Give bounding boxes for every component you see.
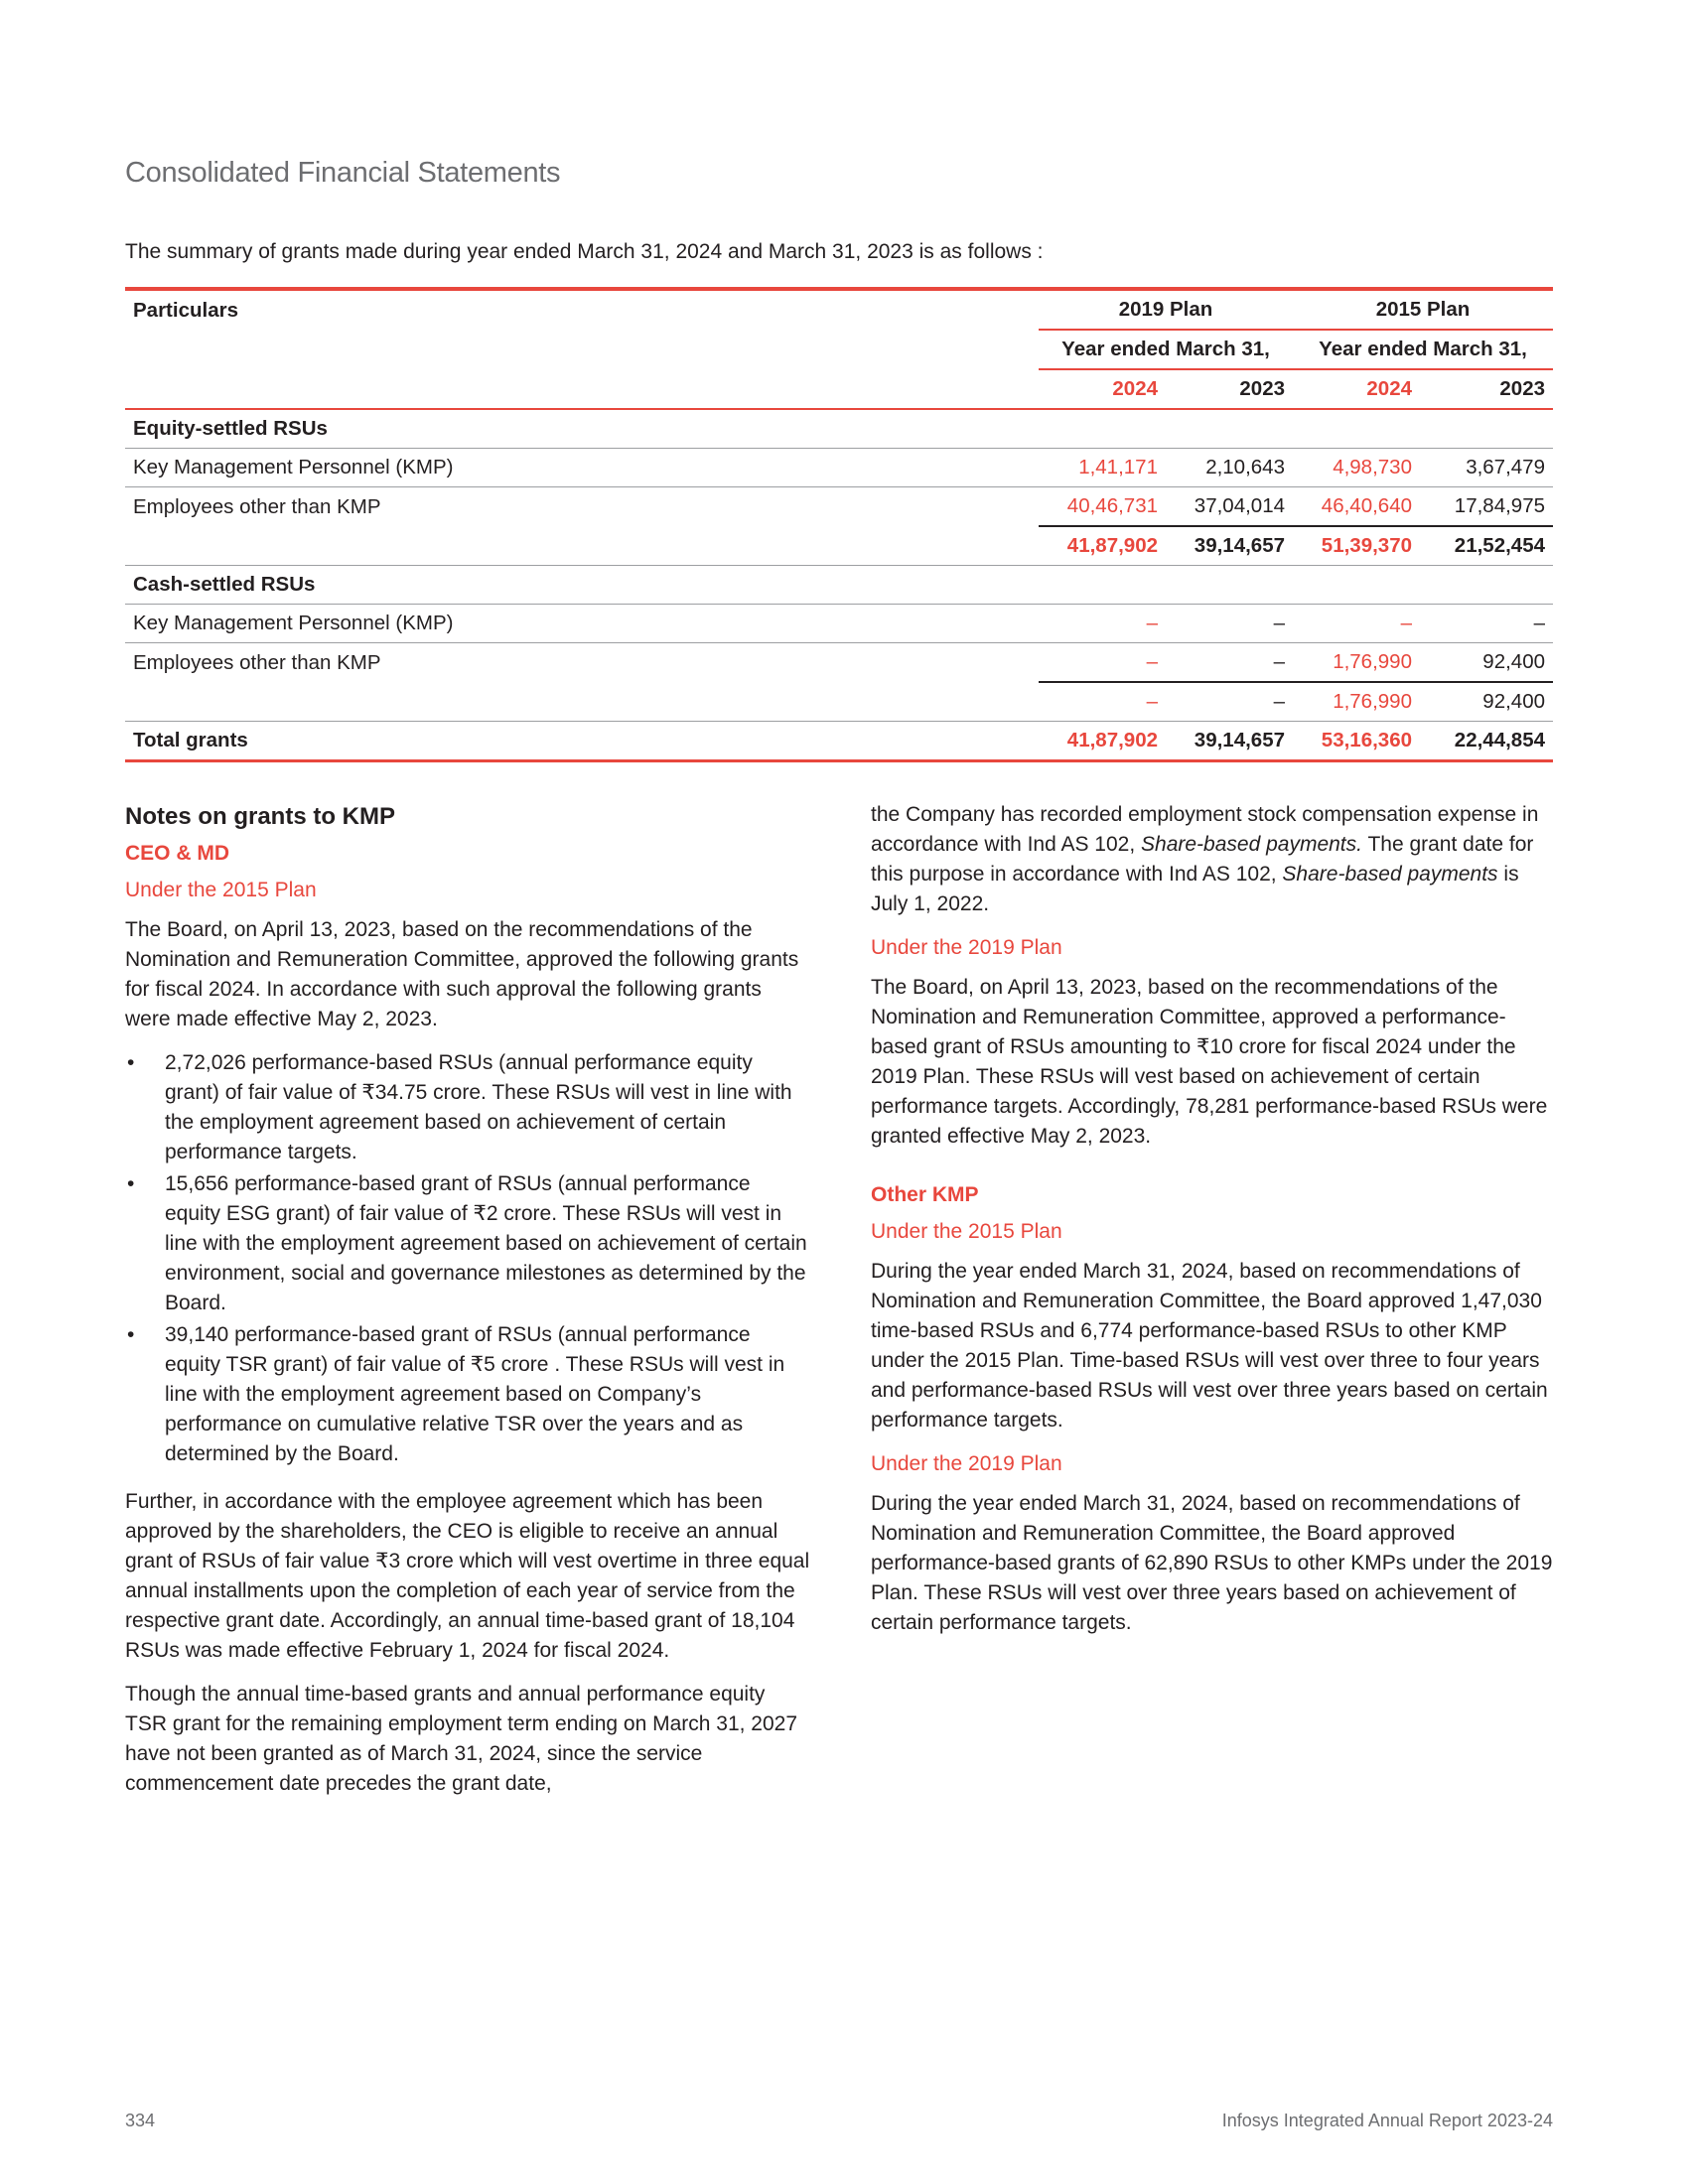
cell-value: – xyxy=(1039,605,1166,643)
table-row xyxy=(125,449,1553,487)
other-2015-subheading: Under the 2015 Plan xyxy=(871,1220,1062,1243)
report-title: Infosys Integrated Annual Report 2023-24 xyxy=(1221,2111,1553,2130)
cell-value: 17,84,975 xyxy=(1454,494,1545,517)
ceo-2015-subheading: Under the 2015 Plan xyxy=(125,879,317,901)
ceo-heading: CEO & MD xyxy=(125,842,229,865)
share-based-payments-term: Share-based payments. xyxy=(1141,833,1362,856)
page-title: Consolidated Financial Statements xyxy=(125,157,561,189)
table-row xyxy=(125,643,1553,683)
total-value: 39,14,657 xyxy=(1166,722,1293,761)
years-header-row xyxy=(125,369,1553,409)
cell-value: 2,10,643 xyxy=(1166,449,1293,487)
compensation-paragraph-continued xyxy=(871,800,1556,919)
ceo-2019-subheading: Under the 2019 Plan xyxy=(871,936,1062,959)
grants-table xyxy=(125,287,1553,762)
row-label: Key Management Personnel (KMP) xyxy=(125,605,1039,643)
compensation-paragraph-start: Though the annual time-based grants and annual performance equity TSR grant for the remaining employment term ending on March 31, 2027 have not been granted as of March 31, 2024, since the service commencement date precedes the grant date, xyxy=(125,1683,798,1795)
grant-date-text: The grant date for this purpose in accordance with Ind AS 102, xyxy=(871,833,1534,886)
cell-value: – xyxy=(1420,605,1553,643)
subtotal-value: 92,400 xyxy=(1420,682,1553,722)
table-intro: The summary of grants made during year ended March 31, 2024 and March 31, 2023 is as follows : xyxy=(125,240,1044,263)
subtotal-value: 41,87,902 xyxy=(1039,526,1166,566)
other-2019-paragraph: During the year ended March 31, 2024, based on recommendations of Nomination and Remuneration Committee, the Board approved performance-based grants of 62,890 RSUs to other KMPs under the 2019 Plan. These RSUs will vest over three years based on achievement of certain performance targets. xyxy=(871,1492,1553,1634)
year-ended-2015-header: Year ended March 31, xyxy=(1293,330,1553,369)
list-item: • 2,72,026 performance-based RSUs (annual performance equity grant) of fair value of ₹34.75 crore. These RSUs will vest in line with the employment agreement based on achievement of certain performance targets. xyxy=(125,1048,810,1167)
grant-date-value: is July 1, 2022. xyxy=(871,863,1519,915)
grant-bullet-list xyxy=(125,1048,810,1469)
cell-value: – xyxy=(1166,605,1293,643)
subtotal-value: – xyxy=(1039,682,1166,722)
cell-value: – xyxy=(1273,650,1285,673)
cell-value: 4,98,730 xyxy=(1293,449,1420,487)
row-label: Employees other than KMP xyxy=(133,650,381,674)
cell-value: 1,76,990 xyxy=(1333,650,1412,673)
subtotal-value: 39,14,657 xyxy=(1166,526,1293,566)
other-2015-paragraph: During the year ended March 31, 2024, based on recommendations of Nomination and Remuneration Committee, the Board approved 1,47,030 time-based RSUs and 6,774 performance-based RSUs to other KMP under the 2015 Plan. Time-based RSUs will vest over three to four years and performance-based RSUs will vest over three years based on certain performance targets. xyxy=(871,1260,1548,1432)
other-2019-subheading: Under the 2019 Plan xyxy=(871,1452,1062,1475)
ceo-2015-paragraph: The Board, on April 13, 2023, based on the recommendations of the Nomination and Remuneration Committee, approved the following grants for fiscal 2024. In accordance with such approval the following grants were made effective May 2, 2023. xyxy=(125,918,799,1030)
total-value: 41,87,902 xyxy=(1039,722,1166,761)
cell-value: 46,40,640 xyxy=(1321,494,1412,517)
cell-value: – xyxy=(1293,605,1420,643)
list-item: • 39,140 performance-based grant of RSUs (annual performance equity TSR grant) of fair value of ₹5 crore . These RSUs will vest in line with the employment agreement based on Company’s performance on cumulative relative TSR over the years and as determined by the Board. xyxy=(125,1320,810,1469)
year-header: 2023 xyxy=(1499,377,1545,400)
subtotal-value: 51,39,370 xyxy=(1293,526,1420,566)
subtotal-value: – xyxy=(1166,682,1293,722)
compensation-continued-text: the Company has recorded employment stock compensation expense in accordance with Ind AS 102, xyxy=(871,803,1539,856)
year-header: 2024 xyxy=(1112,377,1158,400)
cell-value: 92,400 xyxy=(1482,650,1545,673)
cash-heading: Cash-settled RSUs xyxy=(125,566,1553,605)
equity-subtotal-row xyxy=(125,526,1553,566)
ceo-annual-grant-paragraph: Further, in accordance with the employee agreement which has been approved by the shareholders, the CEO is eligible to receive an annual grant of RSUs of fair value ₹3 crore which will vest overtime in three equal annual installments upon the completion of each year of service from the respective grant date. Accordingly, an annual time-based grant of 18,104 RSUs was made effective February 1, 2024 for fiscal 2024. xyxy=(125,1490,810,1662)
notes-left-column xyxy=(125,800,810,1799)
plan-2015-header: 2015 Plan xyxy=(1293,289,1553,330)
cell-value: 3,67,479 xyxy=(1420,449,1553,487)
list-item: • 15,656 performance-based grant of RSUs (annual performance equity ESG grant) of fair value of ₹2 crore. These RSUs will vest in line with the employment agreement based on achievement of certain environment, social and governance milestones as determined by the Board. xyxy=(125,1169,810,1318)
table-header-row xyxy=(125,289,1553,330)
total-value: 53,16,360 xyxy=(1293,722,1420,761)
particulars-header: Particulars xyxy=(125,289,1039,330)
total-row xyxy=(125,722,1553,761)
total-label: Total grants xyxy=(125,722,1039,761)
share-based-payments-term: Share-based payments xyxy=(1282,863,1498,886)
equity-heading: Equity-settled RSUs xyxy=(125,409,1553,449)
plan-2019-header: 2019 Plan xyxy=(1039,289,1293,330)
subtotal-value: 1,76,990 xyxy=(1293,682,1420,722)
page-number: 334 xyxy=(125,2111,156,2130)
row-label: Key Management Personnel (KMP) xyxy=(125,449,1039,487)
total-value: 22,44,854 xyxy=(1420,722,1553,761)
subtotal-value: 21,52,454 xyxy=(1420,526,1553,566)
equity-heading-row xyxy=(125,409,1553,449)
cell-value: – xyxy=(1146,650,1158,673)
cell-value: 1,41,171 xyxy=(1039,449,1166,487)
year-ended-2019-header: Year ended March 31, xyxy=(1039,330,1293,369)
notes-heading: Notes on grants to KMP xyxy=(125,803,396,830)
table-subheader-row xyxy=(125,330,1553,369)
cash-subtotal-row xyxy=(125,682,1553,722)
table-row xyxy=(125,605,1553,643)
cell-value: 37,04,014 xyxy=(1194,494,1285,517)
cash-heading-row xyxy=(125,566,1553,605)
other-kmp-heading: Other KMP xyxy=(871,1183,979,1206)
row-label: Employees other than KMP xyxy=(133,494,381,518)
year-header: 2024 xyxy=(1366,377,1412,400)
cell-value: 40,46,731 xyxy=(1066,494,1158,517)
year-header: 2023 xyxy=(1239,377,1285,400)
ceo-2019-paragraph: The Board, on April 13, 2023, based on the recommendations of the Nomination and Remuneration Committee, approved a performance-based grant of RSUs amounting to ₹10 crore for fiscal 2024 under the 2019 Plan. These RSUs will vest based on achievement of certain performance targets. Accordingly, 78,281 performance-based RSUs were granted effective May 2, 2023. xyxy=(871,976,1548,1148)
notes-right-column xyxy=(871,800,1556,1652)
table-row xyxy=(125,487,1553,527)
